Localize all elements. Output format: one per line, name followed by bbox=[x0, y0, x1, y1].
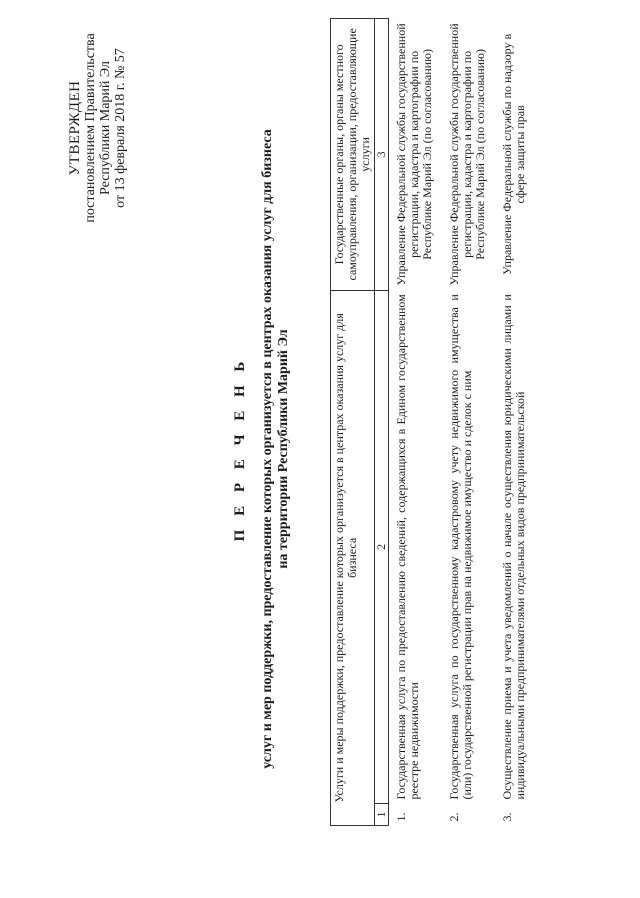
table-row bbox=[389, 19, 443, 826]
table-header-row bbox=[331, 19, 375, 826]
table-row bbox=[442, 19, 495, 826]
row-number: 2. bbox=[447, 812, 461, 822]
date-month-year: февраля 2018 г. bbox=[113, 82, 128, 174]
column-number: 1 bbox=[375, 804, 389, 826]
services-table bbox=[330, 18, 535, 826]
approval-line-1: постановлением Правительства bbox=[83, 33, 98, 223]
service-cell: Осуществление приема и учета уведомлений о начале осуществления юридическими лицами и индивидуальными предпринимателями отдельных видов предпринимательской bbox=[500, 294, 527, 800]
organization-cell: Управление Федеральной службы по надзору в сфере защиты прав bbox=[500, 33, 527, 275]
column-number: 3 bbox=[375, 19, 389, 291]
document-title: П Е Р Е Ч Е Н Ь bbox=[232, 356, 248, 542]
column-number-row bbox=[375, 19, 389, 826]
service-cell: Государственная услуга по государственному кадастровому учету недвижимого имущества и (или) государственной регистрации прав на недвижимое имущество и сделок с ним bbox=[447, 294, 474, 800]
column-header-organizations: Государственные органы, органы местного самоуправления, организации, предоставляющие услуги bbox=[331, 19, 375, 291]
approval-heading: УТВЕРЖДЕН bbox=[67, 80, 83, 176]
column-number: 2 bbox=[375, 290, 389, 803]
approval-stamp bbox=[68, 8, 128, 248]
row-number: 1. bbox=[394, 812, 408, 822]
organization-cell: Управление Федеральной службы государственной регистрации, кадастра и картографии по Республике Марий Эл (по согласованию) bbox=[447, 23, 487, 286]
date-prefix: от bbox=[113, 194, 128, 208]
approval-date bbox=[113, 8, 128, 248]
document-number: 57 bbox=[113, 48, 128, 63]
approval-line-2: Республики Марий Эл bbox=[98, 61, 113, 195]
subtitle-line-1: услуг и мер поддержки, предоставление которых организуется в центрах оказания услуг для бизнеса bbox=[260, 129, 275, 769]
date-day: 13 bbox=[113, 177, 128, 192]
table-row bbox=[495, 19, 535, 826]
subtitle-line-2: на территории Республики Марий Эл bbox=[276, 329, 291, 569]
number-sign: № bbox=[113, 65, 128, 80]
row-number: 3. bbox=[500, 812, 514, 822]
column-header-services: Услуги и меры поддержки, предоставление которых организуется в центрах оказания услуг для бизнеса bbox=[331, 290, 375, 825]
organization-cell: Управление Федеральной службы государственной регистрации, кадастра и картографии по Республике Марий Эл (по согласованию) bbox=[394, 23, 434, 286]
service-cell: Государственная услуга по предоставлению сведений, содержащихся в Едином государственном реестре недвижимости bbox=[394, 294, 421, 800]
document-subtitle bbox=[260, 0, 292, 898]
